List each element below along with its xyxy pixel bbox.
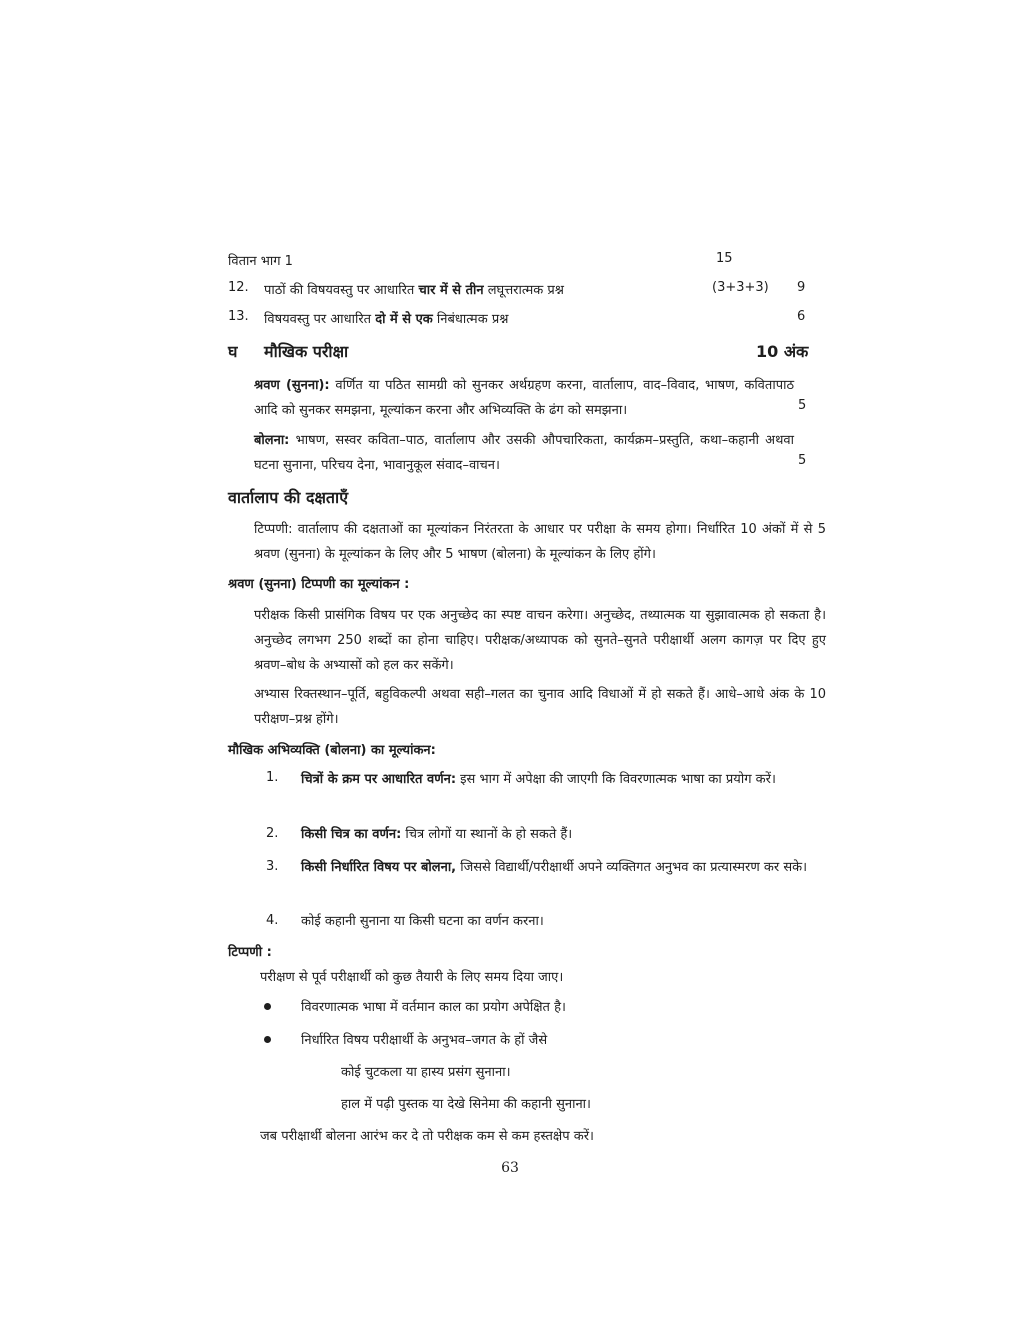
list-number: 2. [266,826,279,841]
listening-label: श्रवण (सुनना): [254,378,330,393]
listening-text: वर्णित या पठित सामग्री को सुनकर अर्थग्रहण करना, वार्तालाप, वाद–विवाद, भाषण, कवितापाठ आदि को सुनकर समझना, मूल्यांकन करना और अभिव्यक्ति के ढंग को समझना। [254,378,794,418]
list-item [301,855,825,880]
list-item [301,909,825,934]
list-item-bold: किसी चित्र का वर्णन: [301,827,402,842]
speaking-eval-heading: मौखिक अभिव्यक्ति (बोलना) का मूल्यांकन: [228,743,436,758]
list-item-text: इस भाग में अपेक्षा की जाएगी कि विवरणात्मक भाषा का प्रयोग करें। [456,772,776,787]
item-text-bold: दो में से एक [375,312,433,327]
list-item-bold: किसी निर्धारित विषय पर बोलना, [301,860,457,875]
list-item-text: चित्र लोगों या स्थानों के हो सकते हैं। [401,827,573,842]
bullet-item: निर्धारित विषय परीक्षार्थी के अनुभव–जगत के हों जैसे [301,1033,548,1048]
example-item: हाल में पढ़ी पुस्तक या देखे सिनेमा की कहानी सुनाना। [341,1097,591,1112]
section-title: वितान भाग 1 [228,254,293,269]
list-number: 4. [266,913,279,928]
item-breakdown: (3+3+3) [712,280,769,295]
question-item [264,280,564,298]
listening-marks: 5 [798,398,807,413]
section-letter: घ [228,342,238,361]
skills-heading: वार्तालाप की दक्षताएँ [228,488,349,507]
item-text-pre: पाठों की विषयवस्तु पर आधारित [264,283,419,298]
list-item-text: कोई कहानी सुनाना या किसी घटना का वर्णन करना। [301,914,544,929]
item-marks: 6 [797,309,806,324]
item-number: 13. [228,309,249,324]
question-item [264,309,508,327]
list-number: 1. [266,770,279,785]
speaking-marks: 5 [798,453,807,468]
oral-exam-title: मौखिक परीक्षा [264,342,349,361]
list-number: 3. [266,859,279,874]
item-text-bold: चार में से तीन [418,283,484,298]
speaking-text: भाषण, सस्वर कविता–पाठ, वार्तालाप और उसकी औपचारिकता, कार्यक्रम–प्रस्तुति, कथा–कहानी अथवा घटना सुनाना, परिचय देना, भावानुकूल संवाद–वाचन। [254,433,794,473]
bullet-icon [264,1003,271,1010]
listening-eval-heading: श्रवण (सुनना) टिप्पणी का मूल्यांकन : [228,577,410,592]
item-text-post: लघूत्तरात्मक प्रश्न [483,283,564,298]
bullet-item: विवरणात्मक भाषा में वर्तमान काल का प्रयोग अपेक्षित है। [301,1000,566,1015]
speaking-description [254,428,794,478]
item-text-post: निबंधात्मक प्रश्न [432,312,509,327]
list-item-bold: चित्रों के क्रम पर आधारित वर्णन: [301,772,457,787]
closing-note: जब परीक्षार्थी बोलना आरंभ कर दे तो परीक्षक कम से कम हस्तक्षेप करें। [260,1129,594,1144]
item-text-pre: विषयवस्तु पर आधारित [264,312,376,327]
note-intro: परीक्षण से पूर्व परीक्षार्थी को कुछ तैयारी के लिए समय दिया जाए। [260,970,564,985]
speaking-label: बोलना: [254,433,290,448]
listening-eval-para1: परीक्षक किसी प्रासंगिक विषय पर एक अनुच्छेद का स्पष्ट वाचन करेगा। अनुच्छेद, तथ्यात्मक या सुझावात्मक हो सकता है। अनुच्छेद लगभग 250 शब्दों का होना चाहिए। परीक्षक/अध्यापक को सुनते–सुनते परीक्षार्थी अलग कागज़ पर दिए हुए श्रवण–बोध के अभ्यासों को हल कर सकेंगे। [254,608,826,673]
listening-eval-para2: अभ्यास रिक्तस्थान–पूर्ति, बहुविकल्पी अथवा सही–गलत का चुनाव आदि विधाओं में हो सकते हैं। आधे–आधे अंक के 10 परीक्षण–प्रश्न होंगे। [254,687,826,727]
bullet-icon [264,1036,271,1043]
listening-description [254,373,794,423]
item-number: 12. [228,280,249,295]
page-number: 63 [501,1160,519,1176]
item-marks: 9 [797,280,806,295]
note-heading: टिप्पणी : [228,945,272,960]
section-marks: 15 [716,251,733,266]
oral-exam-marks: 10 अंक [756,342,809,361]
list-item [301,822,825,847]
example-item: कोई चुटकला या हास्य प्रसंग सुनाना। [341,1065,511,1080]
skills-note: टिप्पणी: वार्तालाप की दक्षताओं का मूल्यांकन निरंतरता के आधार पर परीक्षा के समय होगा। निर्धारित 10 अंकों में से 5 श्रवण (सुनना) के मूल्यांकन के लिए और 5 भाषण (बोलना) के मूल्यांकन के लिए होंगे। [254,522,826,562]
list-item [301,767,825,792]
list-item-text: जिससे विद्यार्थी/परीक्षार्थी अपने व्यक्तिगत अनुभव का प्रत्यास्मरण कर सके। [456,860,808,875]
